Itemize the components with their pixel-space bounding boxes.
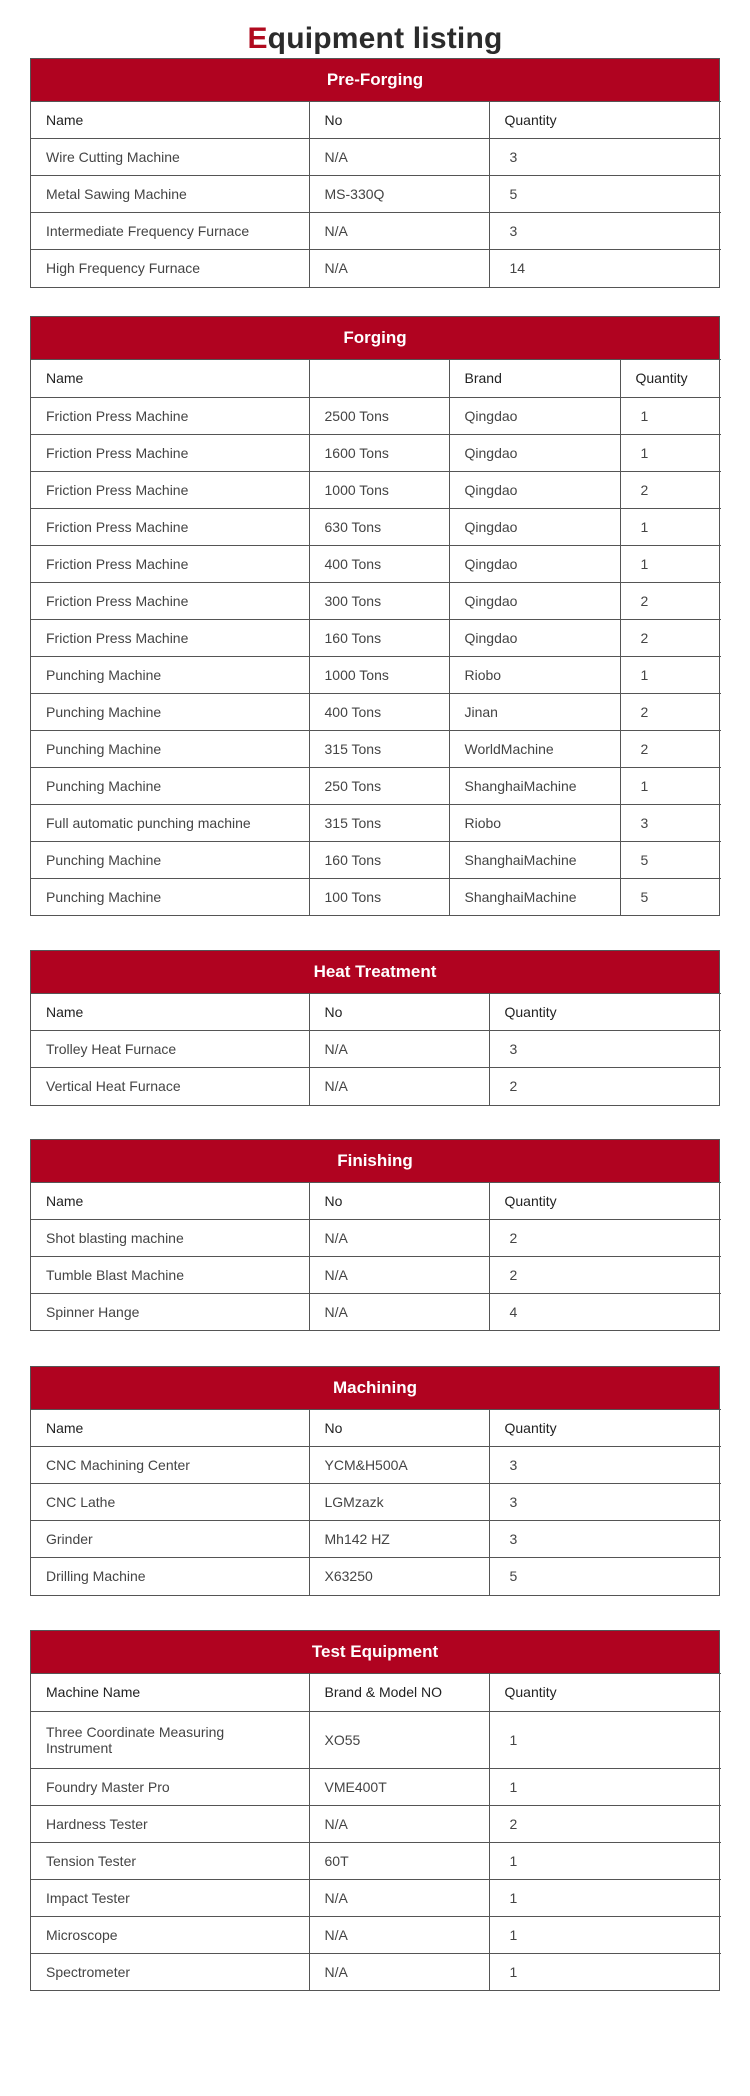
section-title: Forging bbox=[31, 317, 719, 359]
table-cell: Punching Machine bbox=[31, 841, 309, 878]
table-cell: XO55 bbox=[309, 1711, 489, 1768]
table-cell: N/A bbox=[309, 250, 489, 287]
equipment-table bbox=[31, 359, 721, 916]
table-cell: Spectrometer bbox=[31, 1953, 309, 1990]
column-header: Quantity bbox=[620, 359, 721, 397]
table-cell: Friction Press Machine bbox=[31, 397, 309, 434]
table-row bbox=[31, 397, 721, 434]
table-cell: Qingdao bbox=[449, 434, 620, 471]
table-cell: High Frequency Furnace bbox=[31, 250, 309, 287]
column-header: Quantity bbox=[489, 1410, 721, 1447]
quantity-cell: 2 bbox=[489, 1219, 721, 1256]
column-header: No bbox=[309, 1182, 489, 1219]
table-cell: Vertical Heat Furnace bbox=[31, 1068, 309, 1105]
table-cell: YCM&H500A bbox=[309, 1447, 489, 1484]
machining-section bbox=[30, 1366, 720, 1596]
table-cell: Friction Press Machine bbox=[31, 508, 309, 545]
table-cell: Friction Press Machine bbox=[31, 471, 309, 508]
table-cell: Drilling Machine bbox=[31, 1558, 309, 1595]
table-header-row bbox=[31, 359, 721, 397]
forging-section bbox=[30, 316, 720, 917]
quantity-cell: 2 bbox=[489, 1805, 721, 1842]
table-header-row bbox=[31, 994, 721, 1031]
table-row bbox=[31, 545, 721, 582]
table-header-row bbox=[31, 102, 721, 139]
section-title: Finishing bbox=[31, 1140, 719, 1182]
table-cell: Tumble Blast Machine bbox=[31, 1256, 309, 1293]
quantity-cell: 5 bbox=[620, 878, 721, 915]
table-row bbox=[31, 1953, 721, 1990]
table-row bbox=[31, 508, 721, 545]
quantity-cell: 3 bbox=[489, 213, 721, 250]
table-cell: ShanghaiMachine bbox=[449, 878, 620, 915]
table-cell: 1000 Tons bbox=[309, 471, 449, 508]
table-cell: Punching Machine bbox=[31, 656, 309, 693]
quantity-cell: 1 bbox=[620, 656, 721, 693]
table-cell: Friction Press Machine bbox=[31, 582, 309, 619]
table-cell: N/A bbox=[309, 139, 489, 176]
quantity-cell: 1 bbox=[620, 545, 721, 582]
table-cell: Friction Press Machine bbox=[31, 619, 309, 656]
quantity-cell: 14 bbox=[489, 250, 721, 287]
table-row bbox=[31, 1031, 721, 1068]
heat-treatment-section bbox=[30, 950, 720, 1106]
table-cell: N/A bbox=[309, 213, 489, 250]
table-cell: N/A bbox=[309, 1805, 489, 1842]
quantity-cell: 2 bbox=[620, 730, 721, 767]
equipment-table bbox=[31, 1409, 721, 1595]
table-row bbox=[31, 656, 721, 693]
table-row bbox=[31, 1879, 721, 1916]
column-header: Name bbox=[31, 994, 309, 1031]
table-cell: Hardness Tester bbox=[31, 1805, 309, 1842]
table-cell: Metal Sawing Machine bbox=[31, 176, 309, 213]
table-cell: Riobo bbox=[449, 656, 620, 693]
quantity-cell: 1 bbox=[489, 1768, 721, 1805]
quantity-cell: 1 bbox=[620, 508, 721, 545]
table-cell: Qingdao bbox=[449, 471, 620, 508]
table-cell: 400 Tons bbox=[309, 545, 449, 582]
table-cell: Spinner Hange bbox=[31, 1293, 309, 1330]
table-cell: 315 Tons bbox=[309, 804, 449, 841]
table-row bbox=[31, 841, 721, 878]
table-cell: MS-330Q bbox=[309, 176, 489, 213]
quantity-cell: 1 bbox=[489, 1953, 721, 1990]
quantity-cell: 1 bbox=[620, 767, 721, 804]
table-row bbox=[31, 1068, 721, 1105]
table-row bbox=[31, 1711, 721, 1768]
table-cell: 60T bbox=[309, 1842, 489, 1879]
table-cell: N/A bbox=[309, 1031, 489, 1068]
table-row bbox=[31, 767, 721, 804]
table-cell: Foundry Master Pro bbox=[31, 1768, 309, 1805]
quantity-cell: 1 bbox=[620, 397, 721, 434]
table-cell: N/A bbox=[309, 1256, 489, 1293]
table-row bbox=[31, 1768, 721, 1805]
page-title-text: quipment listing bbox=[267, 22, 503, 55]
table-cell: Riobo bbox=[449, 804, 620, 841]
column-header: Name bbox=[31, 102, 309, 139]
table-cell: Three Coordinate Measuring Instrument bbox=[31, 1711, 309, 1768]
table-cell: Mh142 HZ bbox=[309, 1521, 489, 1558]
table-cell: Qingdao bbox=[449, 508, 620, 545]
table-cell: CNC Lathe bbox=[31, 1484, 309, 1521]
quantity-cell: 2 bbox=[620, 471, 721, 508]
table-cell: Trolley Heat Furnace bbox=[31, 1031, 309, 1068]
table-cell: Punching Machine bbox=[31, 730, 309, 767]
table-cell: N/A bbox=[309, 1068, 489, 1105]
table-row bbox=[31, 804, 721, 841]
section-title: Machining bbox=[31, 1367, 719, 1409]
table-cell: Friction Press Machine bbox=[31, 545, 309, 582]
column-header: Machine Name bbox=[31, 1673, 309, 1711]
table-cell: VME400T bbox=[309, 1768, 489, 1805]
table-row bbox=[31, 1842, 721, 1879]
table-cell: Intermediate Frequency Furnace bbox=[31, 213, 309, 250]
column-header: No bbox=[309, 102, 489, 139]
column-header: Quantity bbox=[489, 1673, 721, 1711]
table-row bbox=[31, 471, 721, 508]
section-title: Pre-Forging bbox=[31, 59, 719, 101]
table-cell: Full automatic punching machine bbox=[31, 804, 309, 841]
table-cell: 100 Tons bbox=[309, 878, 449, 915]
table-row bbox=[31, 1219, 721, 1256]
table-cell: Qingdao bbox=[449, 582, 620, 619]
table-cell: Friction Press Machine bbox=[31, 434, 309, 471]
table-row bbox=[31, 619, 721, 656]
table-row bbox=[31, 1484, 721, 1521]
table-cell: WorldMachine bbox=[449, 730, 620, 767]
table-cell: N/A bbox=[309, 1293, 489, 1330]
table-row bbox=[31, 1447, 721, 1484]
finishing-section bbox=[30, 1139, 720, 1332]
quantity-cell: 5 bbox=[620, 841, 721, 878]
table-header-row bbox=[31, 1182, 721, 1219]
quantity-cell: 1 bbox=[489, 1711, 721, 1768]
quantity-cell: 5 bbox=[489, 176, 721, 213]
column-header: Quantity bbox=[489, 1182, 721, 1219]
section-title: Heat Treatment bbox=[31, 951, 719, 993]
page-title bbox=[0, 0, 750, 58]
quantity-cell: 2 bbox=[620, 619, 721, 656]
page-title-accent-letter: E bbox=[247, 22, 268, 55]
quantity-cell: 3 bbox=[489, 1484, 721, 1521]
table-cell: 1600 Tons bbox=[309, 434, 449, 471]
table-cell: 160 Tons bbox=[309, 619, 449, 656]
table-row bbox=[31, 730, 721, 767]
quantity-cell: 2 bbox=[489, 1068, 721, 1105]
table-cell: Microscope bbox=[31, 1916, 309, 1953]
quantity-cell: 4 bbox=[489, 1293, 721, 1330]
quantity-cell: 1 bbox=[489, 1879, 721, 1916]
quantity-cell: 3 bbox=[489, 1031, 721, 1068]
table-cell: N/A bbox=[309, 1953, 489, 1990]
quantity-cell: 2 bbox=[489, 1256, 721, 1293]
column-header: Brand bbox=[449, 359, 620, 397]
table-cell: Punching Machine bbox=[31, 878, 309, 915]
equipment-table bbox=[31, 101, 721, 287]
quantity-cell: 5 bbox=[489, 1558, 721, 1595]
table-row bbox=[31, 1558, 721, 1595]
table-cell: ShanghaiMachine bbox=[449, 841, 620, 878]
table-row bbox=[31, 139, 721, 176]
table-row bbox=[31, 1521, 721, 1558]
quantity-cell: 1 bbox=[620, 434, 721, 471]
table-row bbox=[31, 1293, 721, 1330]
table-row bbox=[31, 878, 721, 915]
table-cell: Jinan bbox=[449, 693, 620, 730]
table-cell: Shot blasting machine bbox=[31, 1219, 309, 1256]
column-header: Quantity bbox=[489, 102, 721, 139]
table-cell: X63250 bbox=[309, 1558, 489, 1595]
column-header: No bbox=[309, 1410, 489, 1447]
column-header: Name bbox=[31, 1410, 309, 1447]
table-cell: Impact Tester bbox=[31, 1879, 309, 1916]
table-cell: CNC Machining Center bbox=[31, 1447, 309, 1484]
quantity-cell: 3 bbox=[489, 139, 721, 176]
equipment-table bbox=[31, 1673, 721, 1991]
table-cell: 2500 Tons bbox=[309, 397, 449, 434]
quantity-cell: 3 bbox=[489, 1521, 721, 1558]
table-row bbox=[31, 582, 721, 619]
column-header: Brand & Model NO bbox=[309, 1673, 489, 1711]
table-cell: 250 Tons bbox=[309, 767, 449, 804]
table-row bbox=[31, 250, 721, 287]
table-cell: N/A bbox=[309, 1916, 489, 1953]
table-row bbox=[31, 434, 721, 471]
table-cell: Qingdao bbox=[449, 397, 620, 434]
table-cell: 400 Tons bbox=[309, 693, 449, 730]
table-cell: LGMzazk bbox=[309, 1484, 489, 1521]
table-header-row bbox=[31, 1673, 721, 1711]
table-cell: Punching Machine bbox=[31, 693, 309, 730]
table-cell: N/A bbox=[309, 1219, 489, 1256]
table-cell: 160 Tons bbox=[309, 841, 449, 878]
table-cell: Punching Machine bbox=[31, 767, 309, 804]
pre-forging-section bbox=[30, 58, 720, 288]
table-cell: ShanghaiMachine bbox=[449, 767, 620, 804]
equipment-table bbox=[31, 993, 721, 1105]
table-cell: 1000 Tons bbox=[309, 656, 449, 693]
table-cell: Wire Cutting Machine bbox=[31, 139, 309, 176]
table-row bbox=[31, 1916, 721, 1953]
column-header bbox=[309, 359, 449, 397]
table-cell: N/A bbox=[309, 1879, 489, 1916]
quantity-cell: 3 bbox=[620, 804, 721, 841]
table-row bbox=[31, 213, 721, 250]
table-cell: 630 Tons bbox=[309, 508, 449, 545]
quantity-cell: 1 bbox=[489, 1842, 721, 1879]
table-row bbox=[31, 176, 721, 213]
quantity-cell: 1 bbox=[489, 1916, 721, 1953]
quantity-cell: 2 bbox=[620, 582, 721, 619]
section-title: Test Equipment bbox=[31, 1631, 719, 1673]
table-cell: Tension Tester bbox=[31, 1842, 309, 1879]
column-header: No bbox=[309, 994, 489, 1031]
column-header: Quantity bbox=[489, 994, 721, 1031]
table-cell: Qingdao bbox=[449, 619, 620, 656]
table-cell: Grinder bbox=[31, 1521, 309, 1558]
test-equipment-section bbox=[30, 1630, 720, 1992]
table-row bbox=[31, 1805, 721, 1842]
table-cell: 300 Tons bbox=[309, 582, 449, 619]
quantity-cell: 2 bbox=[620, 693, 721, 730]
table-cell: Qingdao bbox=[449, 545, 620, 582]
table-cell: 315 Tons bbox=[309, 730, 449, 767]
table-row bbox=[31, 1256, 721, 1293]
quantity-cell: 3 bbox=[489, 1447, 721, 1484]
table-row bbox=[31, 693, 721, 730]
column-header: Name bbox=[31, 359, 309, 397]
equipment-table bbox=[31, 1182, 721, 1331]
column-header: Name bbox=[31, 1182, 309, 1219]
table-header-row bbox=[31, 1410, 721, 1447]
